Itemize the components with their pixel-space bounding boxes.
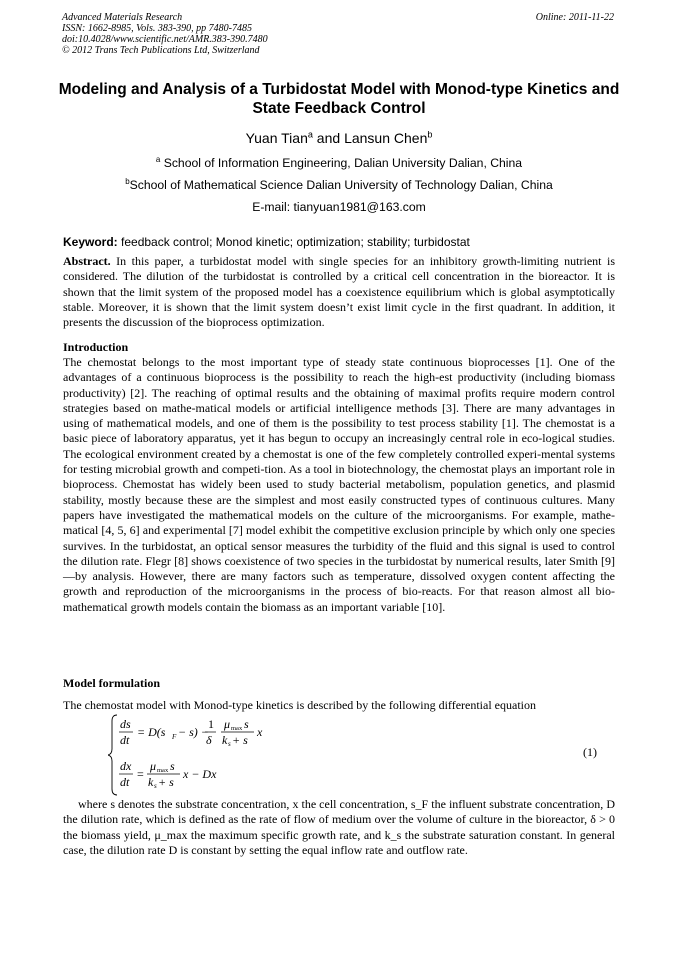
abstract-label: Abstract. <box>63 254 111 268</box>
abstract <box>63 254 615 330</box>
model-heading: Model formulation <box>63 676 160 690</box>
eq-max-2: max <box>157 767 169 774</box>
eq-plus-s-2: + s <box>158 775 174 789</box>
eq-rhs2: x − Dx <box>183 767 217 781</box>
introduction-text: The chemostat belongs to the most important type of steady state continuous bioprocesses [1]. One of the advantages of a continuous bioprocess is the possibility to reach the high-est productivity (including biomass productivity) [2]. The reaching of optimal results and the obtaining of maximal profits require modern control strategies based on mathe-matical models or artificial intelligence methods [3]. There are many advantages in using of mathematical models, and one of them is the possibility to test process stability [1]. The chemostat is a basic piece of laboratory apparatus, yet it has begun to occupy an increasingly central role in eco-logical studies. The ecological environment created by a chemostat is one of the few completely controlled experi-mental systems for testing microbial growth and competi-tion. As a tool in biotechnology, the chemostat plays an important role in bioprocess. Chemostat has widely been used to study bacterial metabolism, population genetics, and plasmid stability, mostly because these are the simplest and most easily constructed types of continuous cultures. Many papers have investigated the mathematical models on the culture of the microorganisms. For example, mathe-matical [4, 5, 6] and experimental [7] model exhibit the competitive exclusion principle by which only one species survives. In the turbidostat, an optical sensor measures the turbidity of the fluid and this signal is used to control the dilution rate. Flegr [8] shows coexistence of two species in the turbidostat by numerical results, later Smith [9]—by analysis. However, there are many factors such as temperature, dissolved oxygen content affecting the growth and reproduction of the microorganisms in the process of bio-reacts. For that reason almost all bio-mathematical growth models contain the biomass as an important variable [10]. <box>63 355 615 614</box>
eq-rhs1b: − s) − <box>178 725 209 739</box>
copyright: © 2012 Trans Tech Publications Ltd, Switzerland <box>62 45 260 56</box>
author-email: E-mail: tianyuan1981@163.com <box>252 200 426 214</box>
affiliation-a-sup: a <box>155 154 161 164</box>
eq-s-2: s <box>170 759 175 773</box>
author-1-sup: a <box>307 129 313 140</box>
author-1: Yuan Tian <box>245 130 308 146</box>
keyword-label: Keyword: <box>63 235 118 249</box>
paper-title: Modeling and Analysis of a Turbidostat Model with Monod-type Kinetics and State Feedback Control <box>58 81 620 117</box>
keywords <box>63 235 623 249</box>
eq-F-sub: F <box>172 733 177 741</box>
eq-delta: δ <box>206 733 212 747</box>
affiliation-a <box>50 156 628 170</box>
eq-one: 1 <box>208 717 214 731</box>
equation-number: (1) <box>583 745 597 759</box>
eq-rhs1a: = D(s <box>137 725 166 739</box>
author-2: Lansun Chen <box>344 130 428 146</box>
eq-ks-2-sub: s <box>154 782 157 790</box>
model-text: The chemostat model with Monod-type kinetics is described by the following differential equation <box>63 698 536 712</box>
journal-header <box>62 12 268 56</box>
keyword-text: feedback control; Monod kinetic; optimization; stability; turbidostat <box>117 235 470 249</box>
eq-equals-2: = <box>137 767 144 781</box>
equation-brace <box>108 715 117 795</box>
eq-dt-1: dt <box>120 733 130 747</box>
affiliation-b <box>50 178 628 192</box>
eq-ds: ds <box>120 717 131 731</box>
issn: ISSN: 1662-8985, Vols. 383-390, pp 7480-7485 <box>62 23 252 34</box>
affiliation-b-sup: b <box>125 176 130 186</box>
eq-max-1: max <box>231 725 243 732</box>
eq-dx: dx <box>120 759 132 773</box>
eq-plus-s-1: + s <box>232 733 248 747</box>
eq-x-1: x <box>257 725 263 739</box>
online-date: Online: 2011-11-22 <box>535 12 614 23</box>
authors-and: and <box>312 130 345 146</box>
model-description: where s denotes the substrate concentration, x the cell concentration, s_F the influent substrate concentration, D the dilution rate, which is defined as the rate of flow of medium over the volume of culture in the bioreactor, δ > 0 the biomass yield, μ_max the maximum specific growth rate, and k_s the substrate saturation constant. In general case, the dilution rate D is constant by setting the equal inflow rate and outflow rate. <box>63 797 615 857</box>
eq-mu-1: μ <box>224 717 231 731</box>
eq-ks-2: k <box>148 775 154 789</box>
eq-ks-1-sub: s <box>228 740 231 748</box>
introduction-heading: Introduction <box>63 340 129 354</box>
journal-name: Advanced Materials Research <box>62 12 183 23</box>
eq-s-1: s <box>244 717 249 731</box>
doi: doi:10.4028/www.scientific.net/AMR.383-390.7480 <box>62 34 268 45</box>
affiliation-b-text: School of Mathematical Science Dalian University of Technology Dalian, China <box>129 178 553 192</box>
affiliation-a-text: School of Information Engineering, Dalian University Dalian, China <box>160 156 523 170</box>
equation-1 <box>108 713 308 797</box>
eq-ks-1: k <box>222 733 228 747</box>
author-2-sup: b <box>427 129 433 140</box>
eq-mu-2: μ <box>150 759 157 773</box>
abstract-text: In this paper, a turbidostat model with single species for an inhibitory growth-limiting nutrient is considered. The dilution of the turbidostat is controlled by a critical cell concentration in the bioreactor. It is shown that the limit system of the proposed model has a coexistence equilibrium which is global asymptotically stable. Moreover, it is shown that the limit system doesn’t exist limit cycle in the first quadrant. In addition, it presents the discussion of the bioprocess optimization. <box>63 254 615 330</box>
eq-dt-2: dt <box>120 775 130 789</box>
authors <box>50 130 628 146</box>
